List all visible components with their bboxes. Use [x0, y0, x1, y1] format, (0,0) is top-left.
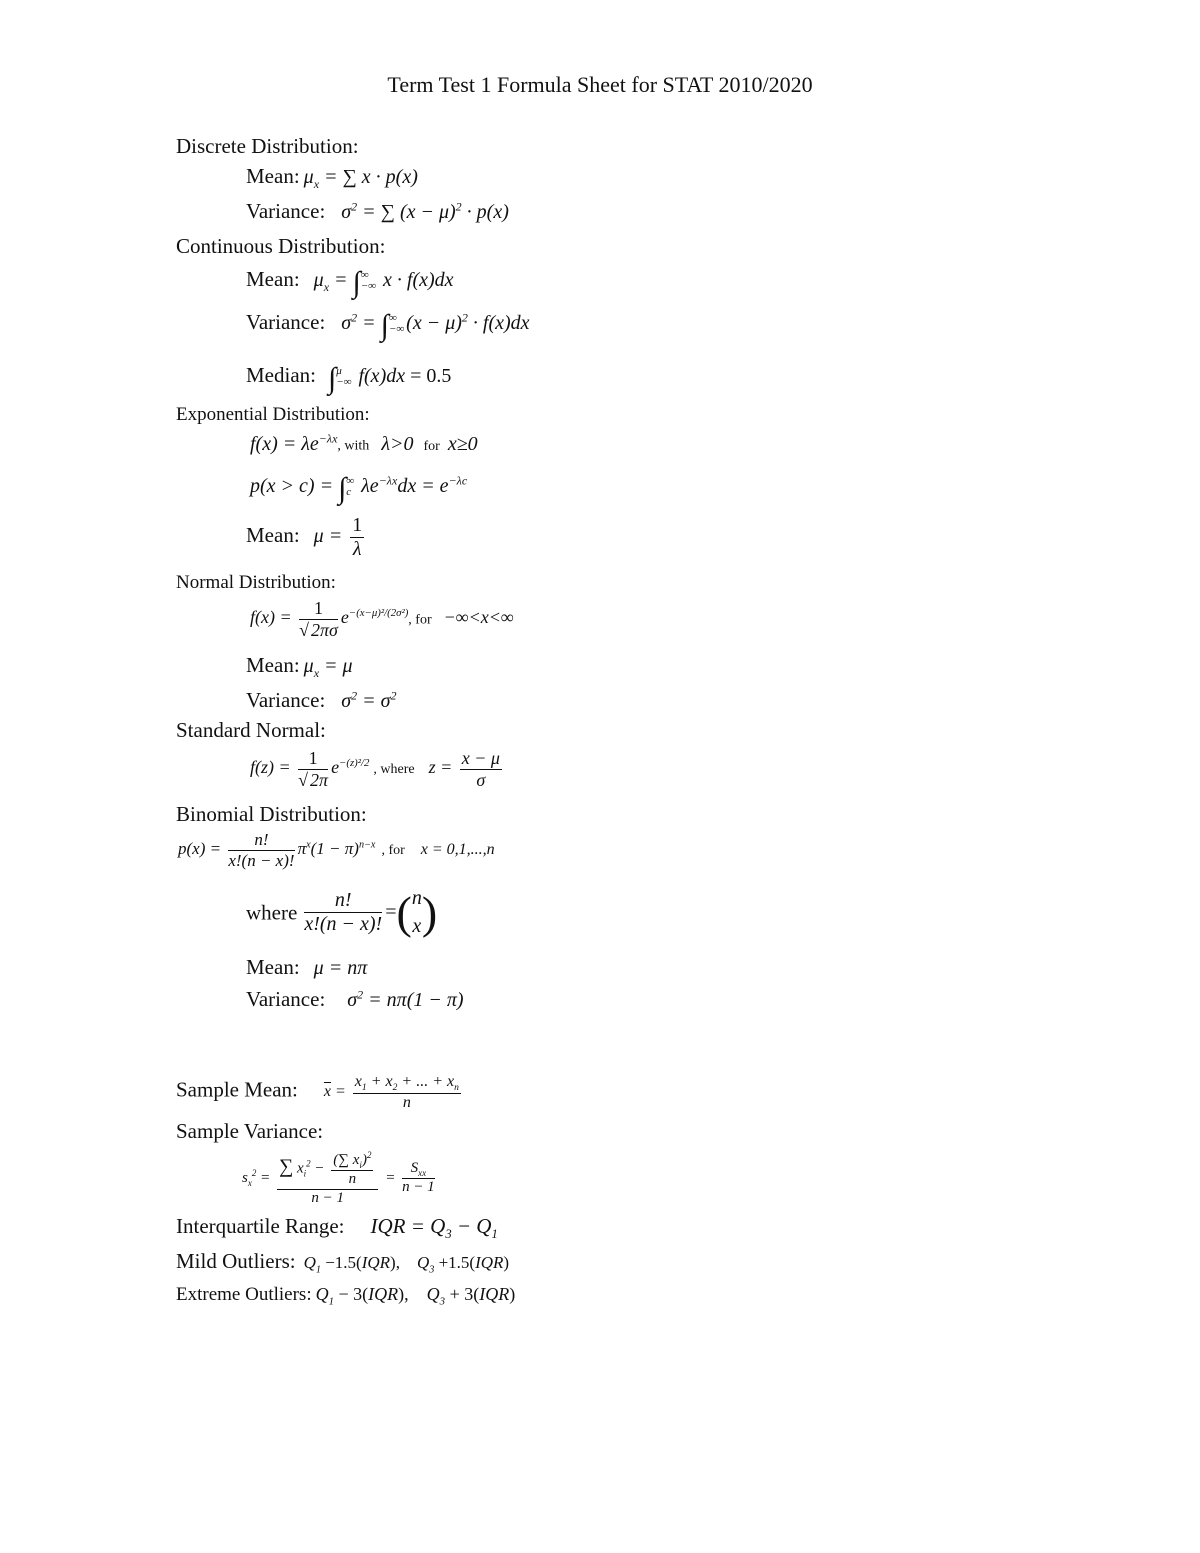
continuous-median-label: Median:	[246, 363, 316, 387]
exponential-tail	[250, 472, 467, 506]
discrete-mean-label: Mean:	[246, 164, 300, 188]
exponential-pdf	[250, 431, 478, 456]
page-title: Term Test 1 Formula Sheet for STAT 2010/2020	[387, 72, 813, 97]
normal-pdf	[250, 598, 514, 640]
normal-domain: −∞<x<∞	[443, 607, 514, 628]
heading-binomial: Binomial Distribution:	[176, 802, 367, 826]
sample-variance-label: Sample Variance:	[176, 1119, 324, 1143]
binomial-variance-formula: $\sigma^2 = n\pi(1 - \pi)$	[347, 987, 464, 1011]
discrete-mean	[246, 164, 418, 192]
exponential-pdf-formula: $f(x) = \lambda e^{-\lambda x}$	[250, 431, 338, 455]
extreme-outliers-label: Extreme Outliers:	[176, 1284, 312, 1305]
binomial-where	[246, 884, 437, 940]
binomial-mean-formula: μ = nπ	[313, 957, 368, 979]
normal-variance	[246, 688, 397, 713]
exponential-domain: x≥0	[447, 432, 478, 455]
continuous-variance-formula: $\sigma^2$ = ∫∞ −∞ $(x - \mu)^2 \cdot f(x)dx$	[341, 309, 530, 342]
heading-exponential: Exponential Distribution:	[176, 404, 370, 425]
iqr-label: Interquartile Range:	[176, 1214, 345, 1238]
mild-outliers-label: Mild Outliers:	[176, 1249, 296, 1273]
binomial-mean	[246, 955, 367, 980]
standard-normal-pdf	[250, 748, 505, 790]
sample-variance	[242, 1150, 438, 1207]
exponential-with-text: , with	[337, 438, 370, 454]
continuous-variance	[246, 309, 530, 343]
binomial-mean-label: Mean:	[246, 955, 300, 979]
binomial-pmf-formula: p(x) = $\frac{n!}{x!(n - x)!}$ $\pi^x(1 - \pi)^{n-x}$	[178, 830, 376, 870]
discrete-mean-formula: $\mu_x$ = ∑ x · p(x)	[303, 166, 418, 191]
binomial-variance	[246, 987, 464, 1012]
normal-variance-formula: $\sigma^2 = \sigma^2$	[341, 688, 397, 712]
heading-continuous: Continuous Distribution:	[176, 234, 386, 258]
continuous-median-formula: ∫μ −∞ f(x)dx = 0.5	[327, 362, 452, 395]
exponential-mean	[246, 514, 367, 561]
binomial-coefficient-formula: $\frac{n!}{x!(n - x)!}$ =( n x )	[304, 886, 438, 938]
exponential-mean-formula: μ = $\frac{1}{\lambda}$	[313, 514, 363, 560]
mild-outliers-formula: $Q_1 -1.5(IQR)$, $Q_3 +1.5(IQR)$	[303, 1253, 510, 1276]
exponential-mean-label: Mean:	[246, 523, 300, 548]
normal-for-text: , for	[408, 612, 432, 628]
standard-normal-pdf-formula: f(z) = $\frac{1}{√ 2\pi}$ $e^{-(z)^2/2}$	[250, 748, 370, 790]
normal-mean	[246, 653, 353, 681]
normal-variance-label: Variance:	[246, 688, 326, 712]
binomial-pmf	[178, 830, 495, 870]
discrete-variance-label: Variance:	[246, 199, 326, 223]
exponential-condition: λ>0	[381, 432, 414, 455]
sample-mean-label: Sample Mean:	[176, 1077, 298, 1102]
normal-mean-label: Mean:	[246, 653, 300, 677]
continuous-mean-formula: $\mu_x$ = ∫∞ −∞ x · f(x)dx	[313, 266, 454, 299]
standard-normal-where-text: , where	[373, 762, 415, 778]
binomial-where-label: where	[246, 900, 298, 925]
binomial-variance-label: Variance:	[246, 987, 326, 1011]
z-formula: z = $\frac{x - \mu}{\sigma}$	[428, 748, 500, 790]
heading-normal: Normal Distribution:	[176, 572, 336, 593]
sample-variance-formula: $s_x^2$ = ∑ $x_i^2$ − $\frac{(\sum x_i)^2}{n}$ n − 1 = $\frac{S_{xx}}{n - 1}$	[242, 1150, 435, 1206]
heading-discrete: Discrete Distribution:	[176, 134, 359, 158]
sample-mean	[176, 1073, 464, 1113]
mild-outliers	[176, 1249, 509, 1275]
continuous-median	[246, 362, 451, 396]
extreme-outliers-formula: $Q_1 - 3(IQR)$, $Q_3 + 3(IQR)$	[315, 1284, 516, 1308]
normal-mean-formula: $\mu_x = \mu$	[303, 655, 353, 680]
discrete-variance-formula: $\sigma^2$ = ∑ $(x - \mu)^2 \cdot p(x)$	[341, 199, 509, 223]
extreme-outliers	[176, 1284, 515, 1308]
heading-standard-normal: Standard Normal:	[176, 718, 326, 742]
discrete-variance	[246, 199, 509, 224]
continuous-variance-label: Variance:	[246, 310, 326, 334]
binomial-domain: x = 0,1,...,n	[420, 840, 495, 858]
iqr	[176, 1214, 498, 1242]
continuous-mean-label: Mean:	[246, 267, 300, 291]
iqr-formula: IQR = $Q_3 - Q_1$	[370, 1214, 498, 1242]
exponential-for-text: for	[423, 438, 440, 454]
continuous-mean	[246, 266, 454, 300]
binomial-for-text: , for	[381, 842, 405, 858]
sample-mean-formula: $\overline{x}$ = $\frac{x_1 + x_2 + ... + x_n}{n}$	[323, 1073, 459, 1112]
exponential-tail-formula: p(x > c) = ∫∞ c $\lambda e^{-\lambda x}dx = e^{-\lambda c}$	[250, 472, 468, 505]
normal-pdf-formula: f(x) = $\frac{1}{√ 2\pi\sigma}$ $e^{-(x-\mu)^2/(2\sigma^2)}$	[250, 598, 409, 640]
